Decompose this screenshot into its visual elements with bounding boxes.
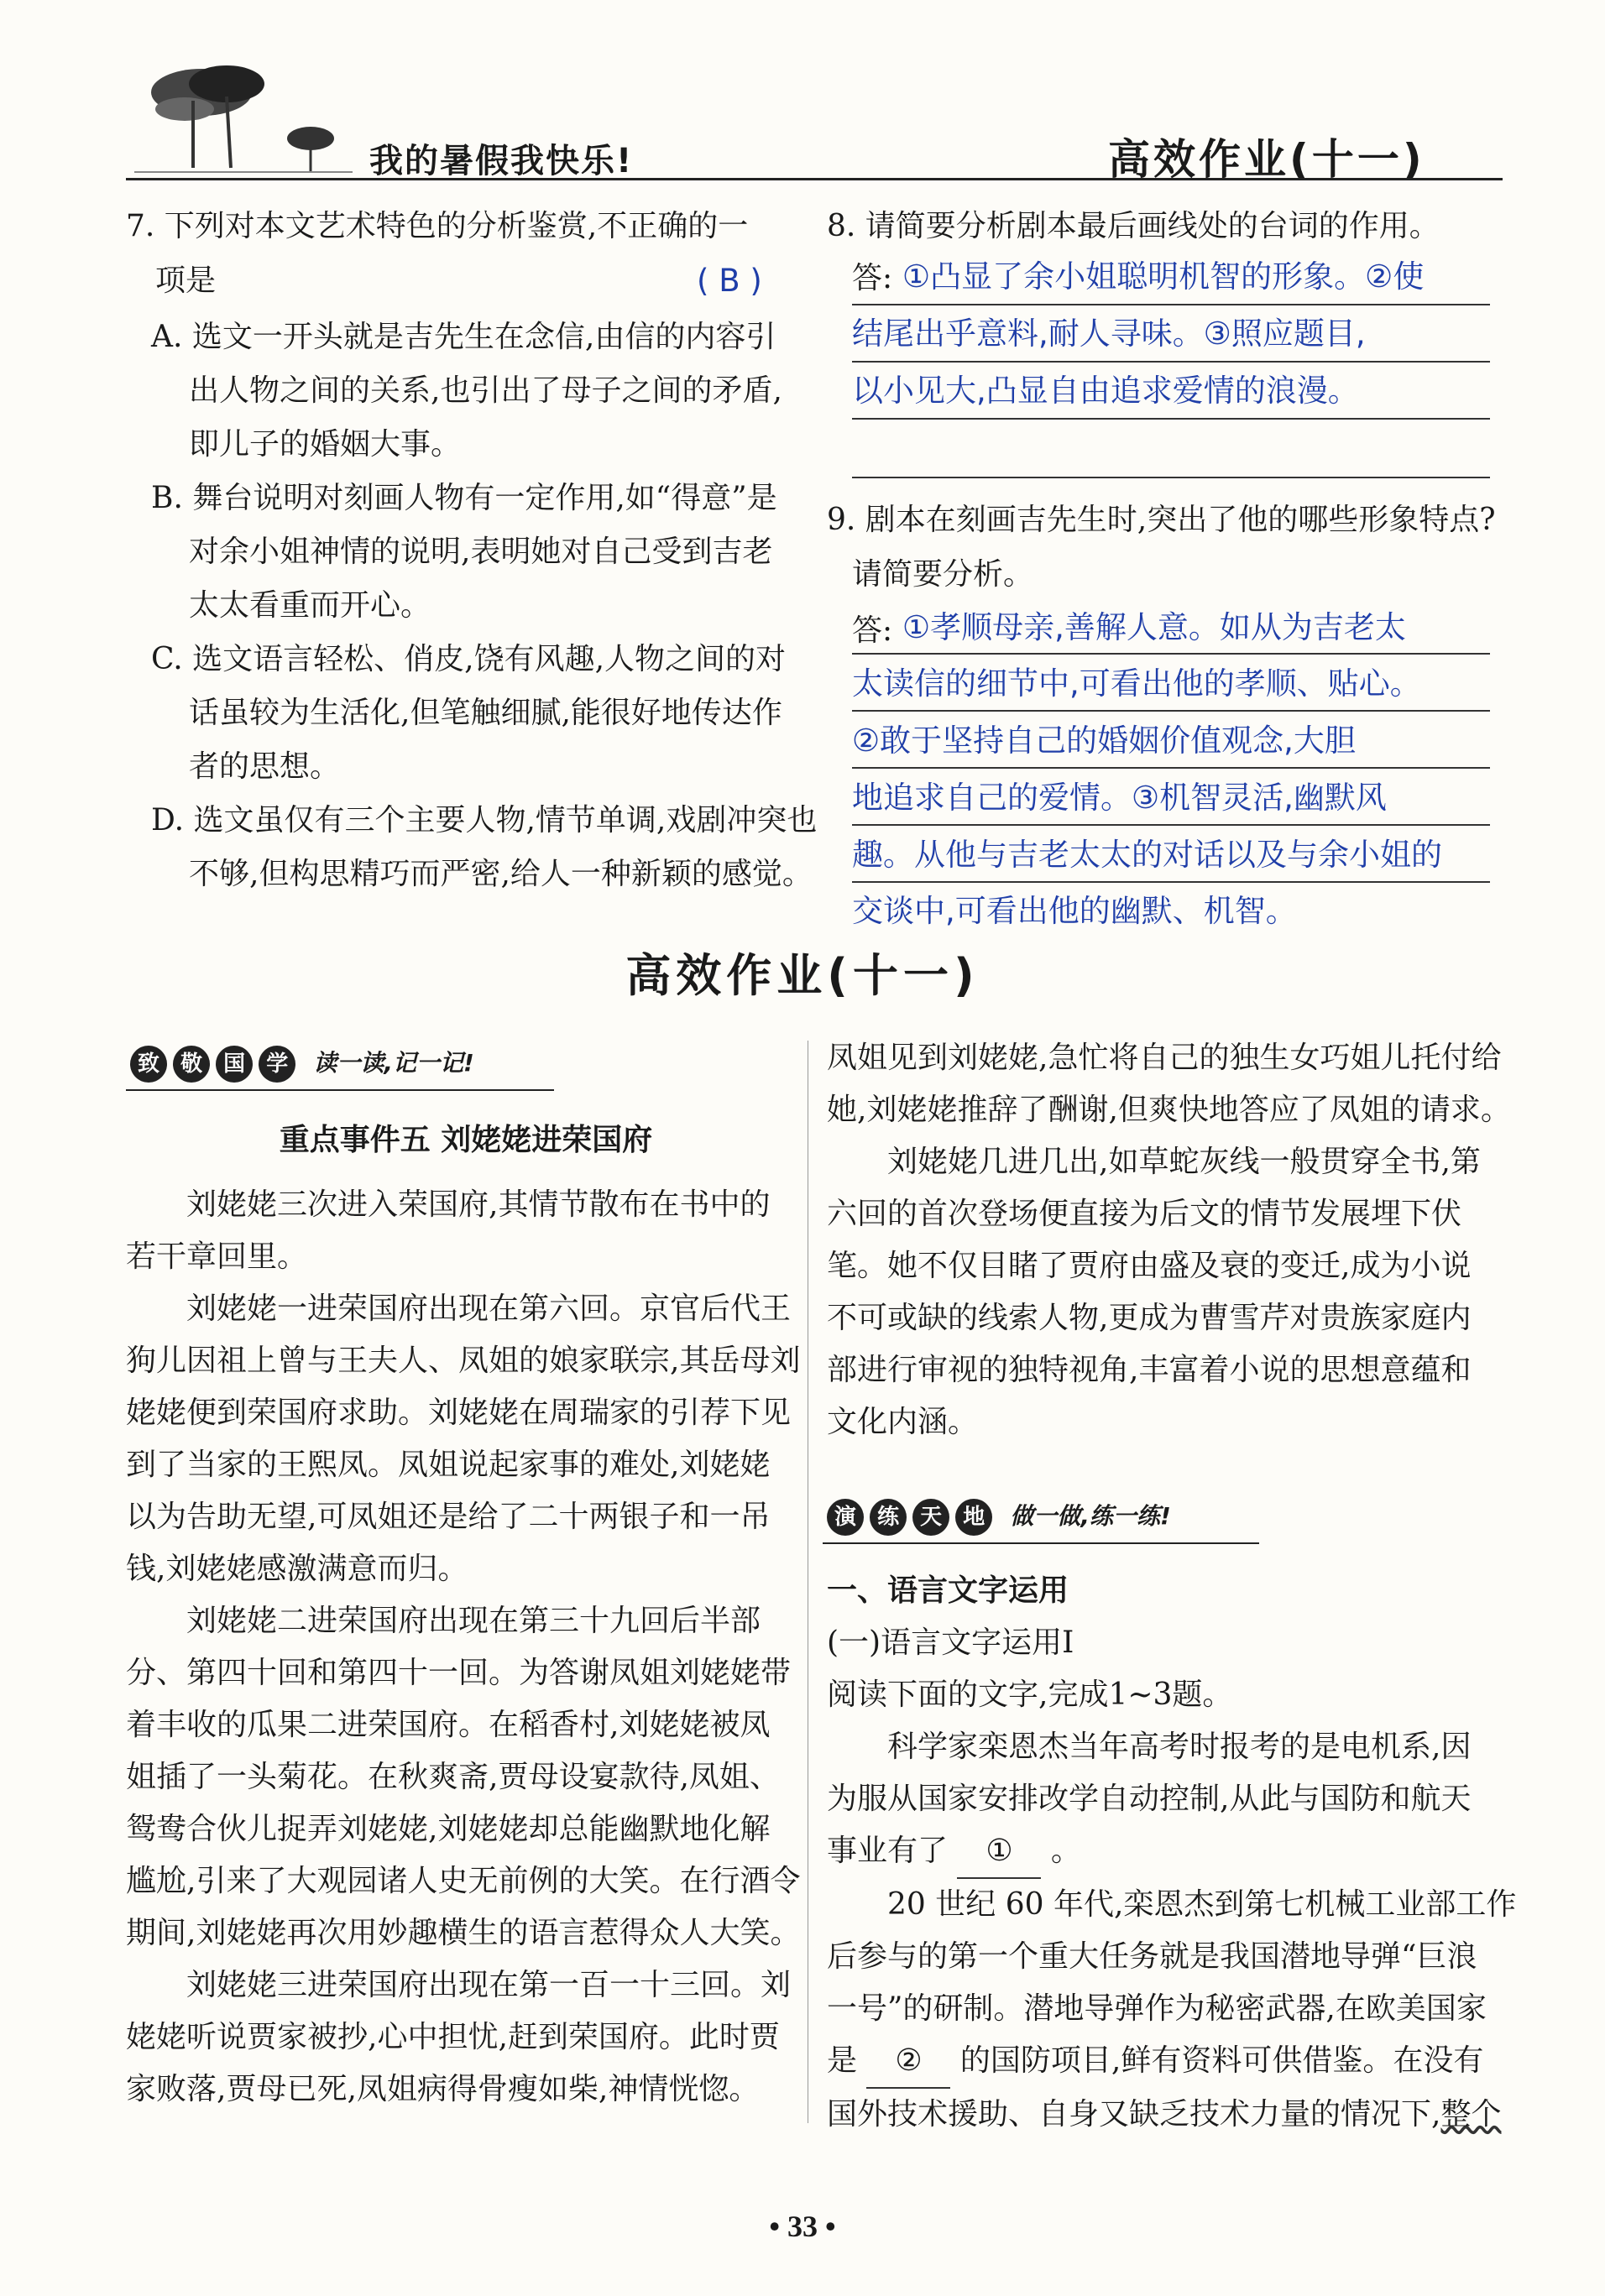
text-line: 一号”的研制。潜地导弹作为秘密武器,在欧美国家 — [827, 1991, 1487, 2026]
text-line: 着丰收的瓜果二进荣国府。在稻香村,刘姥姥被凤 — [126, 1708, 771, 1742]
exercise-block — [827, 1565, 1516, 2141]
text-line: 期间,刘姥姥再次用妙趣横生的语言惹得众人大笑。 — [126, 1916, 801, 1950]
q7-line1: 7. 下列对本文艺术特色的分析鉴赏,不正确的一 — [126, 209, 749, 243]
text-line: 尴尬,引来了大观园诸人史无前例的大笑。在行酒令 — [126, 1864, 801, 1898]
q9-answer-line: 交谈中,可看出他的幽默、机智。 — [852, 893, 1297, 929]
option-line: C. 选文语言轻松、俏皮,饶有风趣,人物之间的对 — [151, 642, 787, 676]
badge-subtitle: 读一读,记一记! — [313, 1049, 474, 1077]
text-line — [827, 2089, 1516, 2141]
q8-answer-line: ①凸显了余小姐聪明机智的形象。②使 — [902, 258, 1425, 295]
q9-question-line2: 请简要分析。 — [852, 557, 1034, 592]
q8-question: 8. 请简要分析剧本最后画线处的台词的作用。 — [827, 209, 1440, 243]
option-line: 不够,但构思精巧而严密,给人一种新颖的感觉。 — [189, 857, 813, 891]
badge-zhijing-guoxue — [130, 1045, 474, 1083]
text-line-with-blank — [827, 2035, 1516, 2089]
answer-rule — [852, 477, 1490, 478]
text-line: 刘姥姥三进荣国府出现在第一百一十三回。刘 — [186, 1968, 792, 2002]
badge-char: 天 — [912, 1499, 949, 1536]
right-article-body — [827, 1032, 1511, 1448]
wavy-underlined-text: 整个 — [1440, 2097, 1502, 2132]
q8-answer-label: 答: — [852, 261, 893, 295]
text-line: 姥姥听说贾家被抄,心中担忧,赶到荣国府。此时贾 — [126, 2020, 780, 2054]
option-line: 出人物之间的关系,也引出了母子之间的矛盾, — [189, 373, 782, 408]
blank-1[interactable]: ① — [957, 1825, 1041, 1879]
q9-answer-line: 趣。从他与吉老太太的对话以及与余小姐的 — [852, 837, 1442, 873]
text-fragment: 事业有了 — [827, 1834, 949, 1868]
q9-answer-line: ②敢于坚持自己的婚姻价值观念,大胆 — [852, 723, 1356, 759]
text-fragment: 国外技术援助、自身又缺乏技术力量的情况下, — [827, 2097, 1441, 2132]
badge-char: 敬 — [173, 1046, 210, 1083]
answer-rule — [852, 361, 1490, 363]
badge-yanlian-tiandi — [827, 1498, 1171, 1536]
option-line: A. 选文一开头就是吉先生在念信,由信的内容引 — [151, 320, 776, 354]
text-line: 科学家栾恩杰当年高考时报考的是电机系,因 — [887, 1730, 1472, 1764]
badge-underline — [126, 1089, 554, 1091]
text-line: 若干章回里。 — [126, 1239, 308, 1274]
answer-rule — [852, 710, 1490, 712]
text-line: 姥姥便到荣国府求助。刘姥姥在周瑞家的引荐下见 — [126, 1396, 792, 1430]
option-line: 者的思想。 — [189, 749, 341, 784]
text-line: 姐插了一头菊花。在秋爽斋,贾母设宴款待,凤姐、 — [126, 1760, 780, 1794]
badge-underline — [823, 1542, 1259, 1544]
page-number: • 33 • — [769, 2210, 836, 2243]
q7-options — [151, 310, 817, 901]
text-line: 刘姥姥一进荣国府出现在第六回。京官后代王 — [186, 1292, 792, 1326]
part-title: 一、语言文字运用 — [827, 1573, 1069, 1608]
q9-answer-label: 答: — [852, 613, 893, 648]
answer-rule — [852, 881, 1490, 883]
left-article-body — [126, 1179, 800, 2116]
answer-rule — [852, 824, 1490, 826]
text-fragment: 。 — [1050, 1834, 1081, 1868]
answer-rule — [852, 304, 1490, 305]
q9-question-line1: 9. 剧本在刻画吉先生时,突出了他的哪些形象特点? — [827, 503, 1496, 537]
header-right-text: 高效作业(十一) — [1108, 135, 1425, 184]
option-line: 即儿子的婚姻大事。 — [189, 427, 462, 462]
text-line: 六回的首次登场便直接为后文的情节发展埋下伏 — [827, 1197, 1462, 1231]
instruction: 阅读下面的文字,完成1~3题。 — [827, 1678, 1233, 1712]
text-line: 狗儿因祖上曾与王夫人、凤姐的娘家联宗,其岳母刘 — [126, 1344, 801, 1378]
text-line: 为服从国家安排改学自动控制,从此与国防和航天 — [827, 1782, 1472, 1816]
q8-answer-line: 以小见大,凸显自由追求爱情的浪漫。 — [852, 373, 1359, 409]
badge-char: 演 — [827, 1499, 864, 1536]
option-line: 对余小姐神情的说明,表明她对自己受到吉老 — [189, 535, 773, 569]
badge-subtitle: 做一做,练一练! — [1010, 1502, 1171, 1530]
section-title: 高效作业(十一) — [625, 949, 980, 1002]
answer-rule — [852, 653, 1490, 655]
text-line-with-blank — [827, 1825, 1516, 1879]
option-line: B. 舞台说明对刻画人物有一定作用,如“得意”是 — [151, 481, 777, 515]
q9-answer-line: ①孝顺母亲,善解人意。如从为吉老太 — [902, 609, 1406, 645]
badge-char: 学 — [259, 1046, 295, 1083]
text-line: 刘姥姥三次进入荣国府,其情节散布在书中的 — [186, 1187, 771, 1222]
badge-char: 致 — [130, 1046, 167, 1083]
text-line: 刘姥姥几进几出,如草蛇灰线一般贯穿全书,第 — [887, 1145, 1481, 1179]
option-line: D. 选文虽仅有三个主要人物,情节单调,戏剧冲突也 — [151, 803, 818, 838]
text-line: 部进行审视的独特视角,丰富着小说的思想意蕴和 — [827, 1353, 1472, 1387]
q7-answer: ( B ) — [697, 263, 762, 299]
header-rule — [126, 178, 1503, 180]
article-heading: 重点事件五 刘姥姥进荣国府 — [279, 1123, 653, 1157]
text-line: 刘姥姥二进荣国府出现在第三十九回后半部 — [186, 1604, 761, 1638]
text-line: 鸳鸯合伙儿捉弄刘姥姥,刘姥姥却总能幽默地化解 — [126, 1812, 771, 1846]
blank-2[interactable]: ② — [866, 2035, 950, 2089]
text-line: 以为告助无望,可凤姐还是给了二十两银子和一吊 — [126, 1500, 771, 1534]
badge-char: 地 — [955, 1499, 992, 1536]
text-line: 20 世纪 60 年代,栾恩杰到第七机械工业部工作 — [887, 1887, 1517, 1922]
text-line: 文化内涵。 — [827, 1405, 979, 1439]
text-line: 不可或缺的线索人物,更成为曹雪芹对贵族家庭内 — [827, 1301, 1472, 1335]
option-line: 太太看重而开心。 — [189, 588, 431, 623]
q8-answer-line: 结尾出乎意料,耐人寻味。③照应题目, — [852, 316, 1366, 352]
text-line: 到了当家的王熙凤。凤姐说起家事的难处,刘姥姥 — [126, 1448, 771, 1482]
q7-line2: 项是 — [155, 264, 217, 298]
q9-answer-line: 地追求自己的爱情。③机智灵活,幽默风 — [852, 780, 1387, 816]
text-line: 凤姐见到刘姥姥,急忙将自己的独生女巧姐儿托付给 — [827, 1041, 1502, 1075]
answer-rule — [852, 418, 1490, 420]
header-left-text: 我的暑假我快乐! — [369, 142, 634, 180]
text-line: 她,刘姥姥推辞了酬谢,但爽快地答应了凤姐的请求。 — [827, 1093, 1511, 1127]
text-fragment: 的国防项目,鲜有资料可供借鉴。在没有 — [959, 2043, 1484, 2078]
text-line: 笔。她不仅目睹了贾府由盛及衰的变迁,成为小说 — [827, 1249, 1472, 1283]
badge-char: 国 — [216, 1046, 253, 1083]
text-fragment: 是 — [827, 2043, 858, 2078]
sub-title: (一)语言文字运用Ⅰ — [827, 1625, 1074, 1660]
badge-char: 练 — [870, 1499, 907, 1536]
text-line: 家败落,贾母已死,凤姐病得骨瘦如柴,神情恍惚。 — [126, 2072, 760, 2106]
q9-answer-line: 太读信的细节中,可看出他的孝顺、贴心。 — [852, 665, 1421, 702]
header-decoration — [134, 50, 353, 176]
option-line: 话虽较为生活化,但笔触细腻,能很好地传达作 — [189, 696, 782, 730]
text-line: 钱,刘姥姥感激满意而归。 — [126, 1552, 468, 1586]
text-line: 后参与的第一个重大任务就是我国潜地导弹“巨浪 — [827, 1939, 1477, 1974]
text-line: 分、第四十回和第四十一回。为答谢凤姐刘姥姥带 — [126, 1656, 792, 1690]
answer-rule — [852, 767, 1490, 769]
